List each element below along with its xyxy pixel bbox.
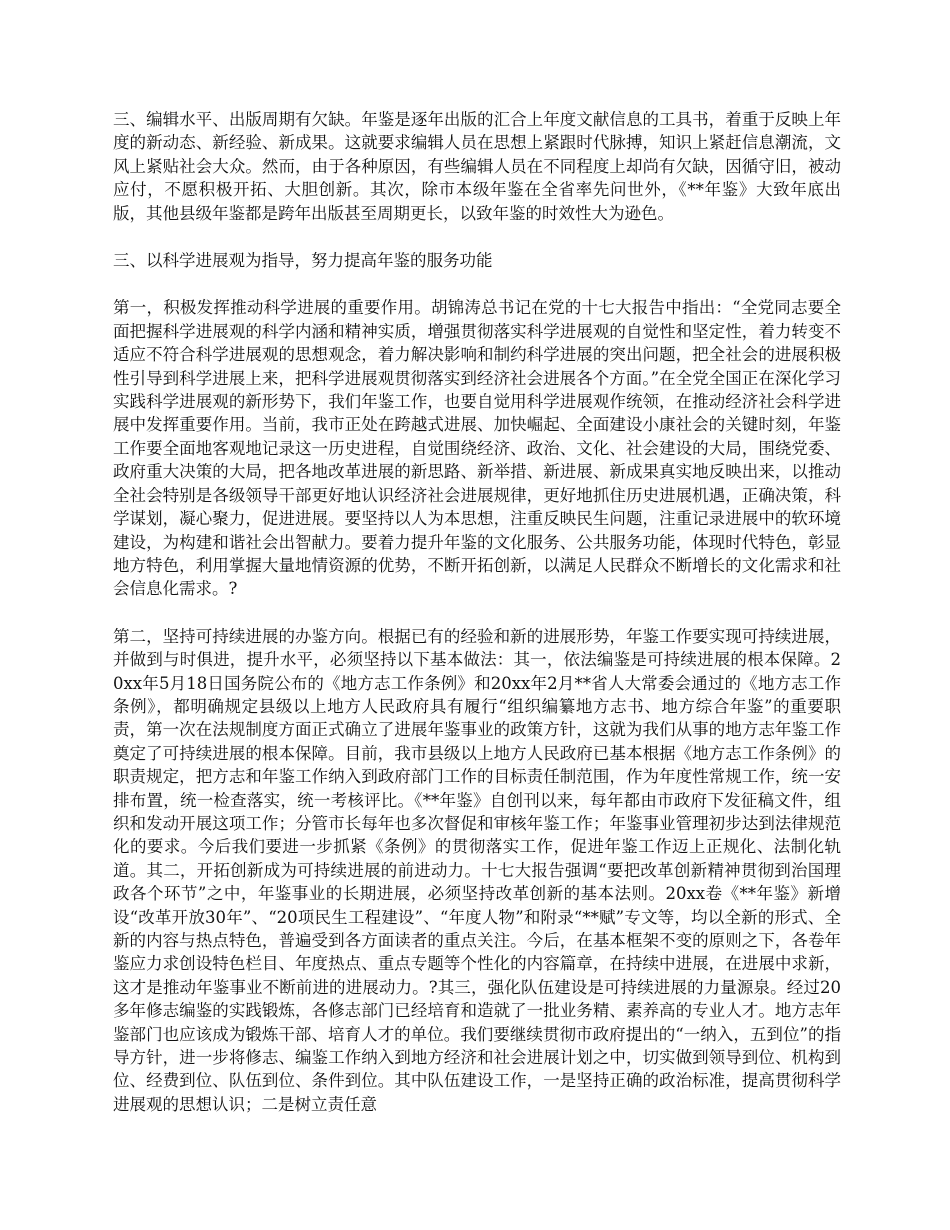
document-page — [113, 108, 841, 1140]
section-heading: 三、以科学进展观为指导，努力提高年鉴的服务功能 — [113, 251, 493, 271]
paragraph-first-point: 第一，积极发挥推动科学进展的重要作用。胡锦涛总书记在党的十七大报告中指出：“全党同志要全面把握科学进展观的科学内涵和精神实质，增强贯彻落实科学进展观的自觉性和坚定性，着力转变不适应不符合科学进展观的思想观念，着力解决影响和制约科学进展的突出问题，把全社会的进展积极性引导到科学进展上来，把科学进展观贯彻落实到经济社会进展各个方面。”在全党全国正在深化学习实践科学进展观的新形势下，我们年鉴工作，也要自觉用科学进展观作统领，在推动经济社会科学进展中发挥重要作用。当前，我市正处在跨越式进展、加快崛起、全面建设小康社会的关键时刻，年鉴工作要全面地客观地记录这一历史进程，自觉围绕经济、政治、文化、社会建设的大局，围绕党委、政府重大决策的大局，把各地改革进展的新思路、新举措、新进展、新成果真实地反映出来，以推动全社会特别是各级领导干部更好地认识经济社会进展规律，更好地抓住历史进展机遇，正确决策，科学谋划，凝心聚力，促进进展。要坚持以人为本思想，注重反映民生问题，注重记录进展中的软环境建设，为构建和谐社会出智献力。要着力提升年鉴的文化服务、公共服务功能，体现时代特色，彰显地方特色，利用掌握大量地情资源的优势，不断开拓创新，以满足人民群众不断增长的文化需求和社会信息化需求。? — [113, 298, 841, 599]
paragraph-editing-deficiency: 三、编辑水平、出版周期有欠缺。年鉴是逐年出版的汇合上年度文献信息的工具书，着重于反映上年度的新动态、新经验、新成果。这就要求编辑人员在思想上紧跟时代脉搏，知识上紧赶信息潮流，文风上紧贴社会大众。然而，由于各种原因，有些编辑人员在不同程度上却尚有欠缺，因循守旧，被动应付，不愿积极开拓、大胆创新。其次，除市本级年鉴在全省率先问世外，《**年鉴》大致年底出版，其他县级年鉴都是跨年出版甚至周期更长，以致年鉴的时效性大为逊色。 — [113, 110, 841, 223]
paragraph-second-point: 第二，坚持可持续进展的办鉴方向。根据已有的经验和新的进展形势，年鉴工作要实现可持续进展，并做到与时俱进，提升水平，必须坚持以下基本做法：其一，依法编鉴是可持续进展的根本保障。20xx年5月18日国务院公布的《地方志工作条例》和20xx年2月**省人大常委会通过的《地方志工作条例》，都明确规定县级以上地方人民政府具有履行“组织编纂地方志书、地方综合年鉴”的重要职责，第一次在法规制度方面正式确立了进展年鉴事业的政策方针，这就为我们从事的地方志年鉴工作奠定了可持续进展的根本保障。目前，我市县级以上地方人民政府已基本根据《地方志工作条例》的职责规定，把方志和年鉴工作纳入到政府部门工作的目标责任制范围，作为年度性常规工作，统一安排布置，统一检查落实，统一考核评比。《**年鉴》自创刊以来，每年都由市政府下发征稿文件，组织和发动开展这项工作；分管市长每年也多次督促和审核年鉴工作；年鉴事业管理初步达到法律规范化的要求。今后我们要进一步抓紧《条例》的贯彻落实工作，促进年鉴工作迈上正规化、法制化轨道。其二，开拓创新成为可持续进展的前进动力。十七大报告强调“要把改革创新精神贯彻到治国理政各个环节”之中，年鉴事业的长期进展，必须坚持改革创新的基本法则。20xx卷《**年鉴》新增设“改革开放30年”、“20项民生工程建设”、“年度人物”和附录“**赋”专文等，均以全新的形式、全新的内容与热点特色，普遍受到各方面读者的重点关注。今后，在基本框架不变的原则之下，各卷年鉴应力求创设特色栏目、年度热点、重点专题等个性化的内容篇章，在持续中进展，在进展中求新，这才是推动年鉴事业不断前进的进展动力。?其三，强化队伍建设是可持续进展的力量源泉。经过20多年修志编鉴的实践锻炼，各修志部门已经培育和造就了一批业务精、素养高的专业人才。地方志年鉴部门也应该成为锻炼干部、培育人才的单位。我们要继续贯彻市政府提出的“一纳入，五到位”的指导方针，进一步将修志、编鉴工作纳入到地方经济和社会进展计划之中，切实做到领导到位、机构到位、经费到位、队伍到位、条件到位。其中队伍建设工作，一是坚持正确的政治标准，提高贯彻科学进展观的思想认识；二是树立责任意 — [113, 626, 841, 1114]
